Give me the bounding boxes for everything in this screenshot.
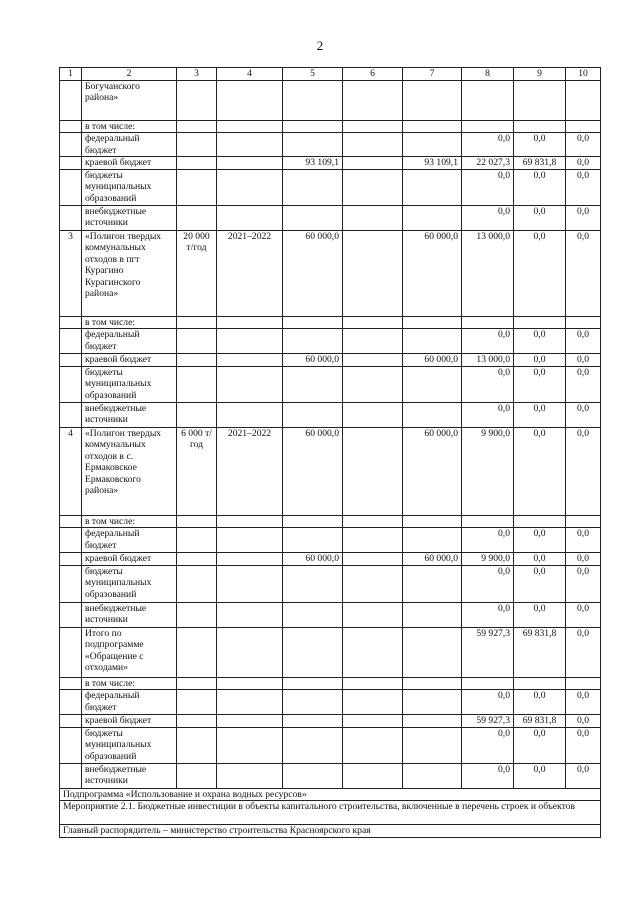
table-row bbox=[60, 602, 601, 627]
table-cell bbox=[217, 528, 283, 553]
table-cell: 13 000,0 bbox=[462, 354, 514, 367]
table-cell: 0,0 bbox=[566, 169, 601, 205]
table-cell bbox=[403, 727, 462, 763]
table-cell bbox=[403, 329, 462, 354]
table-cell bbox=[177, 715, 217, 728]
table-cell: 0,0 bbox=[514, 402, 566, 427]
table-cell bbox=[514, 515, 566, 528]
table-cell: краевой бюджет bbox=[82, 553, 177, 566]
table-cell: 6 000 т/год bbox=[177, 427, 217, 515]
table-cell bbox=[60, 763, 82, 788]
table-cell bbox=[514, 316, 566, 329]
table-cell: 0,0 bbox=[514, 329, 566, 354]
column-header: 7 bbox=[403, 68, 462, 81]
table-cell: бюджеты муниципальных образований bbox=[82, 366, 177, 402]
table-cell: 59 927,3 bbox=[462, 627, 514, 677]
column-header: 1 bbox=[60, 68, 82, 81]
table-cell: внебюджетные источники bbox=[82, 602, 177, 627]
table-cell bbox=[343, 627, 403, 677]
table-cell: 13 000,0 bbox=[462, 230, 514, 316]
table-cell bbox=[566, 677, 601, 690]
table-cell: 0,0 bbox=[514, 602, 566, 627]
section-row bbox=[60, 825, 601, 838]
table-row bbox=[60, 366, 601, 402]
table-cell bbox=[403, 565, 462, 602]
table-cell bbox=[343, 157, 403, 170]
table-cell bbox=[283, 402, 343, 427]
table-cell: 0,0 bbox=[566, 427, 601, 515]
table-cell: 0,0 bbox=[514, 690, 566, 715]
section-heading: Главный распорядитель – министерство строительства Красноярского края bbox=[60, 825, 601, 838]
table-cell bbox=[177, 677, 217, 690]
table-cell bbox=[177, 133, 217, 157]
table-cell bbox=[403, 169, 462, 205]
table-cell bbox=[217, 120, 283, 133]
table-cell: 60 000,0 bbox=[403, 427, 462, 515]
table-cell bbox=[177, 316, 217, 329]
table-cell: 0,0 bbox=[566, 133, 601, 157]
table-cell: 60 000,0 bbox=[283, 427, 343, 515]
table-cell bbox=[343, 354, 403, 367]
table-cell bbox=[177, 329, 217, 354]
table-cell bbox=[283, 602, 343, 627]
table-cell bbox=[343, 169, 403, 205]
table-cell bbox=[177, 205, 217, 230]
table-row bbox=[60, 120, 601, 133]
column-header: 4 bbox=[217, 68, 283, 81]
table-row bbox=[60, 627, 601, 677]
table-row bbox=[60, 715, 601, 728]
table-cell bbox=[60, 329, 82, 354]
table-cell: 0,0 bbox=[462, 565, 514, 602]
table-cell: 69 831,8 bbox=[514, 627, 566, 677]
table-cell: в том числе: bbox=[82, 515, 177, 528]
table-cell bbox=[343, 329, 403, 354]
table-cell bbox=[283, 133, 343, 157]
table-cell bbox=[217, 329, 283, 354]
table-cell bbox=[403, 205, 462, 230]
table-cell: 0,0 bbox=[566, 627, 601, 677]
table-cell: 2021–2022 bbox=[217, 230, 283, 316]
table-cell bbox=[60, 402, 82, 427]
table-cell: 59 927,3 bbox=[462, 715, 514, 728]
table-cell: бюджеты муниципальных образований bbox=[82, 169, 177, 205]
table-cell: в том числе: bbox=[82, 120, 177, 133]
table-cell bbox=[283, 366, 343, 402]
table-cell: краевой бюджет bbox=[82, 157, 177, 170]
table-cell bbox=[217, 565, 283, 602]
table-cell bbox=[462, 515, 514, 528]
table-cell bbox=[403, 528, 462, 553]
table-row bbox=[60, 80, 601, 120]
table-row bbox=[60, 690, 601, 715]
table-row bbox=[60, 205, 601, 230]
column-header: 9 bbox=[514, 68, 566, 81]
table-cell bbox=[403, 763, 462, 788]
table-cell bbox=[462, 316, 514, 329]
table-cell: 0,0 bbox=[566, 690, 601, 715]
table-cell bbox=[462, 677, 514, 690]
table-cell bbox=[283, 515, 343, 528]
table-cell: 0,0 bbox=[514, 763, 566, 788]
table-cell bbox=[177, 565, 217, 602]
table-row bbox=[60, 427, 601, 515]
table-cell bbox=[217, 677, 283, 690]
table-cell: 0,0 bbox=[462, 727, 514, 763]
table-cell bbox=[283, 715, 343, 728]
table-row bbox=[60, 329, 601, 354]
table-cell bbox=[283, 565, 343, 602]
table-row bbox=[60, 316, 601, 329]
table-cell bbox=[403, 715, 462, 728]
table-cell bbox=[217, 205, 283, 230]
table-cell bbox=[217, 354, 283, 367]
table-cell: 0,0 bbox=[462, 602, 514, 627]
table-cell: 0,0 bbox=[514, 133, 566, 157]
table-cell: 0,0 bbox=[514, 565, 566, 602]
table-cell bbox=[343, 763, 403, 788]
table-cell: бюджеты муниципальных образований bbox=[82, 727, 177, 763]
table-cell bbox=[283, 80, 343, 120]
table-cell: внебюджетные источники bbox=[82, 763, 177, 788]
table-cell bbox=[177, 763, 217, 788]
table-cell bbox=[217, 366, 283, 402]
section-heading: Подпрограмма «Использование и охрана водных ресурсов» bbox=[60, 788, 601, 801]
table-cell bbox=[343, 133, 403, 157]
table-cell bbox=[217, 402, 283, 427]
table-cell bbox=[217, 690, 283, 715]
table-cell bbox=[566, 120, 601, 133]
table-row bbox=[60, 402, 601, 427]
table-cell bbox=[403, 627, 462, 677]
table-cell bbox=[60, 715, 82, 728]
table-cell: 0,0 bbox=[566, 366, 601, 402]
table-cell bbox=[283, 120, 343, 133]
table-cell bbox=[60, 169, 82, 205]
table-cell: «Полигон твердых коммунальных отходов в пгт Курагино Курагинского района» bbox=[82, 230, 177, 316]
table-cell bbox=[343, 515, 403, 528]
table-cell: краевой бюджет bbox=[82, 715, 177, 728]
table-cell bbox=[60, 565, 82, 602]
table-cell: 0,0 bbox=[462, 528, 514, 553]
table-cell: 0,0 bbox=[566, 715, 601, 728]
table-cell bbox=[60, 602, 82, 627]
table-cell bbox=[60, 316, 82, 329]
table-cell: 0,0 bbox=[462, 329, 514, 354]
table-cell bbox=[177, 515, 217, 528]
table-cell: 0,0 bbox=[462, 169, 514, 205]
table-cell bbox=[514, 120, 566, 133]
table-cell: 0,0 bbox=[462, 690, 514, 715]
table-row bbox=[60, 677, 601, 690]
table-cell: Богучанского района» bbox=[82, 80, 177, 120]
table-cell bbox=[60, 515, 82, 528]
table-cell bbox=[403, 690, 462, 715]
table-cell bbox=[343, 80, 403, 120]
table-cell bbox=[217, 763, 283, 788]
table-cell: Итого по подпрограмме «Обращение с отходами» bbox=[82, 627, 177, 677]
table-cell: 0,0 bbox=[514, 354, 566, 367]
table-cell bbox=[343, 565, 403, 602]
table-cell: 0,0 bbox=[566, 157, 601, 170]
table-cell: 0,0 bbox=[462, 366, 514, 402]
table-cell: 4 bbox=[60, 427, 82, 515]
table-cell bbox=[177, 169, 217, 205]
column-header: 3 bbox=[177, 68, 217, 81]
table-cell bbox=[217, 133, 283, 157]
table-cell bbox=[60, 366, 82, 402]
table-cell: 93 109,1 bbox=[283, 157, 343, 170]
table-cell: 0,0 bbox=[566, 565, 601, 602]
table-cell bbox=[403, 120, 462, 133]
table-cell: 0,0 bbox=[566, 402, 601, 427]
table-cell bbox=[217, 316, 283, 329]
table-cell bbox=[403, 677, 462, 690]
table-cell bbox=[283, 528, 343, 553]
table-cell: 9 900,0 bbox=[462, 427, 514, 515]
table-cell: 22 027,3 bbox=[462, 157, 514, 170]
table-cell bbox=[177, 690, 217, 715]
table-row bbox=[60, 528, 601, 553]
table-row bbox=[60, 157, 601, 170]
section-row bbox=[60, 788, 601, 801]
table-cell bbox=[60, 133, 82, 157]
table-cell: внебюджетные источники bbox=[82, 205, 177, 230]
table-cell bbox=[177, 354, 217, 367]
table-cell bbox=[343, 427, 403, 515]
table-cell bbox=[217, 515, 283, 528]
table-cell bbox=[343, 690, 403, 715]
table-cell: 60 000,0 bbox=[403, 553, 462, 566]
table-cell: 69 831,8 bbox=[514, 157, 566, 170]
table-cell bbox=[566, 515, 601, 528]
table-cell bbox=[403, 80, 462, 120]
table-cell: внебюджетные источники bbox=[82, 402, 177, 427]
table-cell bbox=[343, 677, 403, 690]
table-cell bbox=[177, 120, 217, 133]
section-row bbox=[60, 801, 601, 825]
table-cell bbox=[177, 80, 217, 120]
table-row bbox=[60, 553, 601, 566]
table-cell: 0,0 bbox=[462, 763, 514, 788]
table-cell bbox=[60, 120, 82, 133]
table-cell: 0,0 bbox=[514, 230, 566, 316]
table-cell: 0,0 bbox=[514, 553, 566, 566]
column-number-row bbox=[60, 68, 601, 81]
table-cell bbox=[403, 402, 462, 427]
table-row bbox=[60, 763, 601, 788]
table-cell bbox=[343, 715, 403, 728]
budget-table bbox=[59, 67, 601, 838]
table-cell: 0,0 bbox=[566, 763, 601, 788]
column-header: 10 bbox=[566, 68, 601, 81]
column-header: 2 bbox=[82, 68, 177, 81]
table-cell bbox=[566, 316, 601, 329]
table-cell bbox=[177, 602, 217, 627]
table-row bbox=[60, 169, 601, 205]
column-header: 6 bbox=[343, 68, 403, 81]
table-cell bbox=[462, 120, 514, 133]
table-cell bbox=[403, 515, 462, 528]
table-cell bbox=[217, 553, 283, 566]
table-cell: 0,0 bbox=[462, 133, 514, 157]
table-cell: «Полигон твердых коммунальных отходов в с. Ермаковское Ермаковского района» bbox=[82, 427, 177, 515]
table-cell: 0,0 bbox=[514, 366, 566, 402]
table-row bbox=[60, 727, 601, 763]
table-cell bbox=[403, 602, 462, 627]
table-cell bbox=[283, 727, 343, 763]
table-cell bbox=[343, 602, 403, 627]
table-cell bbox=[283, 627, 343, 677]
table-cell bbox=[217, 80, 283, 120]
table-cell: федеральный бюджет bbox=[82, 528, 177, 553]
table-cell: федеральный бюджет bbox=[82, 329, 177, 354]
table-row bbox=[60, 230, 601, 316]
table-cell: 69 831,8 bbox=[514, 715, 566, 728]
table-cell: 0,0 bbox=[462, 402, 514, 427]
page-number: 2 bbox=[316, 38, 324, 53]
table-cell: 3 bbox=[60, 230, 82, 316]
table-cell bbox=[60, 677, 82, 690]
table-cell bbox=[343, 230, 403, 316]
table-cell bbox=[217, 157, 283, 170]
table-cell bbox=[60, 690, 82, 715]
table-cell: 60 000,0 bbox=[403, 230, 462, 316]
table-cell bbox=[343, 528, 403, 553]
table-cell bbox=[403, 316, 462, 329]
table-cell bbox=[283, 169, 343, 205]
table-cell bbox=[177, 627, 217, 677]
table-row bbox=[60, 133, 601, 157]
column-header: 5 bbox=[283, 68, 343, 81]
table-cell: 0,0 bbox=[514, 205, 566, 230]
table-cell bbox=[566, 80, 601, 120]
table-cell bbox=[60, 553, 82, 566]
table-cell: 2021–2022 bbox=[217, 427, 283, 515]
table-cell: 20 000 т/год bbox=[177, 230, 217, 316]
table-cell bbox=[60, 80, 82, 120]
table-cell: 0,0 bbox=[514, 727, 566, 763]
table-cell: 0,0 bbox=[514, 169, 566, 205]
table-cell bbox=[514, 80, 566, 120]
table-cell bbox=[60, 205, 82, 230]
table-cell bbox=[60, 354, 82, 367]
table-cell bbox=[343, 316, 403, 329]
table-cell: федеральный бюджет bbox=[82, 690, 177, 715]
table-cell: 60 000,0 bbox=[283, 354, 343, 367]
table-cell bbox=[60, 727, 82, 763]
table-cell bbox=[60, 157, 82, 170]
table-cell bbox=[343, 402, 403, 427]
table-cell: 0,0 bbox=[514, 528, 566, 553]
table-cell: федеральный бюджет bbox=[82, 133, 177, 157]
table-cell: в том числе: bbox=[82, 316, 177, 329]
table-cell bbox=[283, 690, 343, 715]
table-cell: 60 000,0 bbox=[403, 354, 462, 367]
table-cell bbox=[217, 627, 283, 677]
table-cell: 0,0 bbox=[566, 329, 601, 354]
table-cell bbox=[283, 316, 343, 329]
table-cell bbox=[403, 133, 462, 157]
table-cell bbox=[343, 120, 403, 133]
table-cell bbox=[177, 402, 217, 427]
table-cell bbox=[514, 677, 566, 690]
table-cell bbox=[217, 602, 283, 627]
table-cell bbox=[177, 727, 217, 763]
table-cell bbox=[462, 80, 514, 120]
table-cell bbox=[283, 205, 343, 230]
table-cell: 0,0 bbox=[566, 727, 601, 763]
table-cell: 0,0 bbox=[566, 602, 601, 627]
table-cell: 93 109,1 bbox=[403, 157, 462, 170]
table-cell: 0,0 bbox=[566, 528, 601, 553]
table-cell bbox=[217, 715, 283, 728]
table-cell bbox=[177, 366, 217, 402]
table-cell bbox=[60, 627, 82, 677]
table-row bbox=[60, 515, 601, 528]
table-cell: 0,0 bbox=[566, 205, 601, 230]
table-cell bbox=[177, 157, 217, 170]
table-cell bbox=[217, 727, 283, 763]
table-cell: в том числе: bbox=[82, 677, 177, 690]
table-cell bbox=[343, 205, 403, 230]
table-cell bbox=[283, 677, 343, 690]
table-cell bbox=[217, 169, 283, 205]
table-cell bbox=[343, 727, 403, 763]
table-cell: 0,0 bbox=[514, 427, 566, 515]
table-cell bbox=[283, 763, 343, 788]
table-cell bbox=[283, 329, 343, 354]
table-cell: 0,0 bbox=[566, 553, 601, 566]
table-cell bbox=[60, 528, 82, 553]
table-cell: 0,0 bbox=[566, 230, 601, 316]
table-cell: 0,0 bbox=[566, 354, 601, 367]
table-cell: краевой бюджет bbox=[82, 354, 177, 367]
table-cell bbox=[343, 366, 403, 402]
table-cell bbox=[177, 528, 217, 553]
table-cell bbox=[403, 366, 462, 402]
table-cell bbox=[343, 553, 403, 566]
table-cell: 60 000,0 bbox=[283, 230, 343, 316]
section-heading: Мероприятие 2.1. Бюджетные инвестиции в объекты капитального строительства, включенные в перечень строек и объектов bbox=[60, 801, 601, 825]
column-header: 8 bbox=[462, 68, 514, 81]
table-row bbox=[60, 565, 601, 602]
table-cell bbox=[177, 553, 217, 566]
table-cell: бюджеты муниципальных образований bbox=[82, 565, 177, 602]
table-cell: 60 000,0 bbox=[283, 553, 343, 566]
table-cell: 9 900,0 bbox=[462, 553, 514, 566]
table-row bbox=[60, 354, 601, 367]
table-cell: 0,0 bbox=[462, 205, 514, 230]
